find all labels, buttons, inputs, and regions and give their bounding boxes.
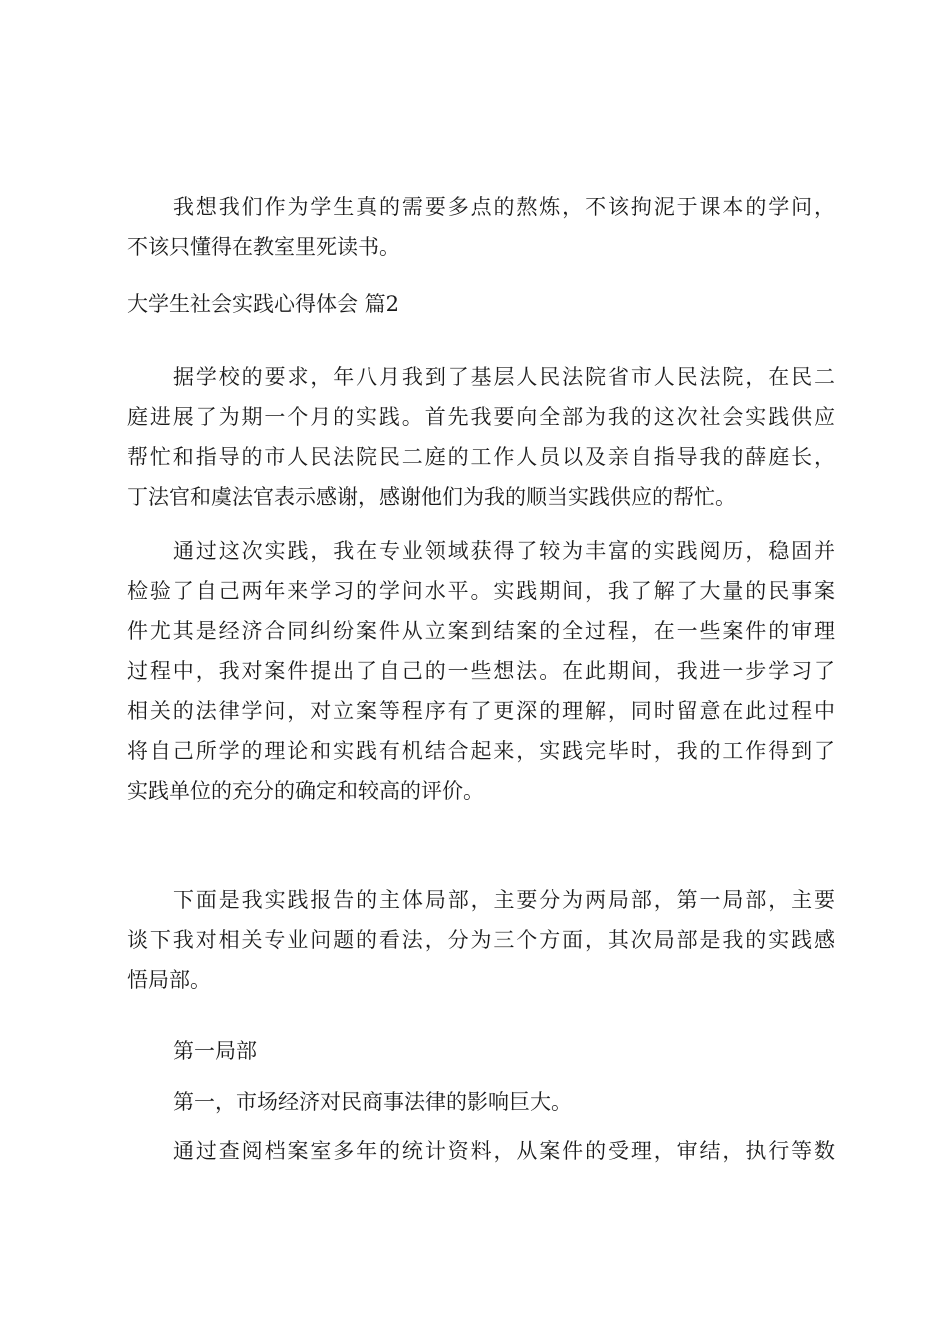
text-line: 检验了自己两年来学习的学问水平。实践期间，我了解了大量的民事案 — [127, 579, 835, 603]
text-line: 下面是我实践报告的主体局部，主要分为两局部，第一局部，主要 — [173, 888, 835, 912]
heading-text: 大学生社会实践心得体会 篇2 — [127, 292, 400, 316]
text-line: 据学校的要求，年八月我到了基层人民法院省市人民法院，在民二 — [173, 365, 835, 389]
text-line: 丁法官和虞法官表示感谢，感谢他们为我的顺当实践供应的帮忙。 — [127, 485, 736, 509]
paragraph-4 — [127, 880, 835, 1000]
paragraph-7 — [127, 1131, 835, 1171]
text-line: 不该只懂得在教室里死读书。 — [127, 235, 400, 259]
text-line: 过程中，我对案件提出了自己的一些想法。在此期间，我进一步学习了 — [127, 659, 835, 683]
text-line: 悟局部。 — [127, 968, 211, 992]
paragraph-2 — [127, 357, 835, 517]
paragraph-3 — [127, 531, 835, 811]
section-heading — [127, 284, 835, 324]
text-line: 庭进展了为期一个月的实践。首先我要向全部为我的这次社会实践供应 — [127, 405, 835, 429]
text-line: 通过查阅档案室多年的统计资料，从案件的受理，审结，执行等数 — [173, 1139, 835, 1163]
paragraph-1 — [127, 187, 835, 267]
text-line: 第一局部 — [173, 1039, 257, 1063]
text-line: 实践单位的充分的确定和较高的评价。 — [127, 779, 484, 803]
text-line: 通过这次实践，我在专业领域获得了较为丰富的实践阅历，稳固并 — [173, 539, 835, 563]
text-line: 相关的法律学问，对立案等程序有了更深的理解，同时留意在此过程中 — [127, 699, 835, 723]
text-line: 我想我们作为学生真的需要多点的熬炼，不该拘泥于课本的学问， — [173, 195, 835, 219]
subheading-part-one — [127, 1031, 835, 1071]
text-line: 件尤其是经济合同纠纷案件从立案到结案的全过程，在一些案件的审理 — [127, 619, 835, 643]
text-line: 谈下我对相关专业问题的看法，分为三个方面，其次局部是我的实践感 — [127, 928, 835, 952]
text-line: 将自己所学的理论和实践有机结合起来，实践完毕时，我的工作得到了 — [127, 739, 835, 763]
point-one — [127, 1082, 835, 1122]
text-line: 第一，市场经济对民商事法律的影响巨大。 — [173, 1090, 572, 1114]
text-line: 帮忙和指导的市人民法院民二庭的工作人员以及亲自指导我的薛庭长， — [127, 445, 835, 469]
